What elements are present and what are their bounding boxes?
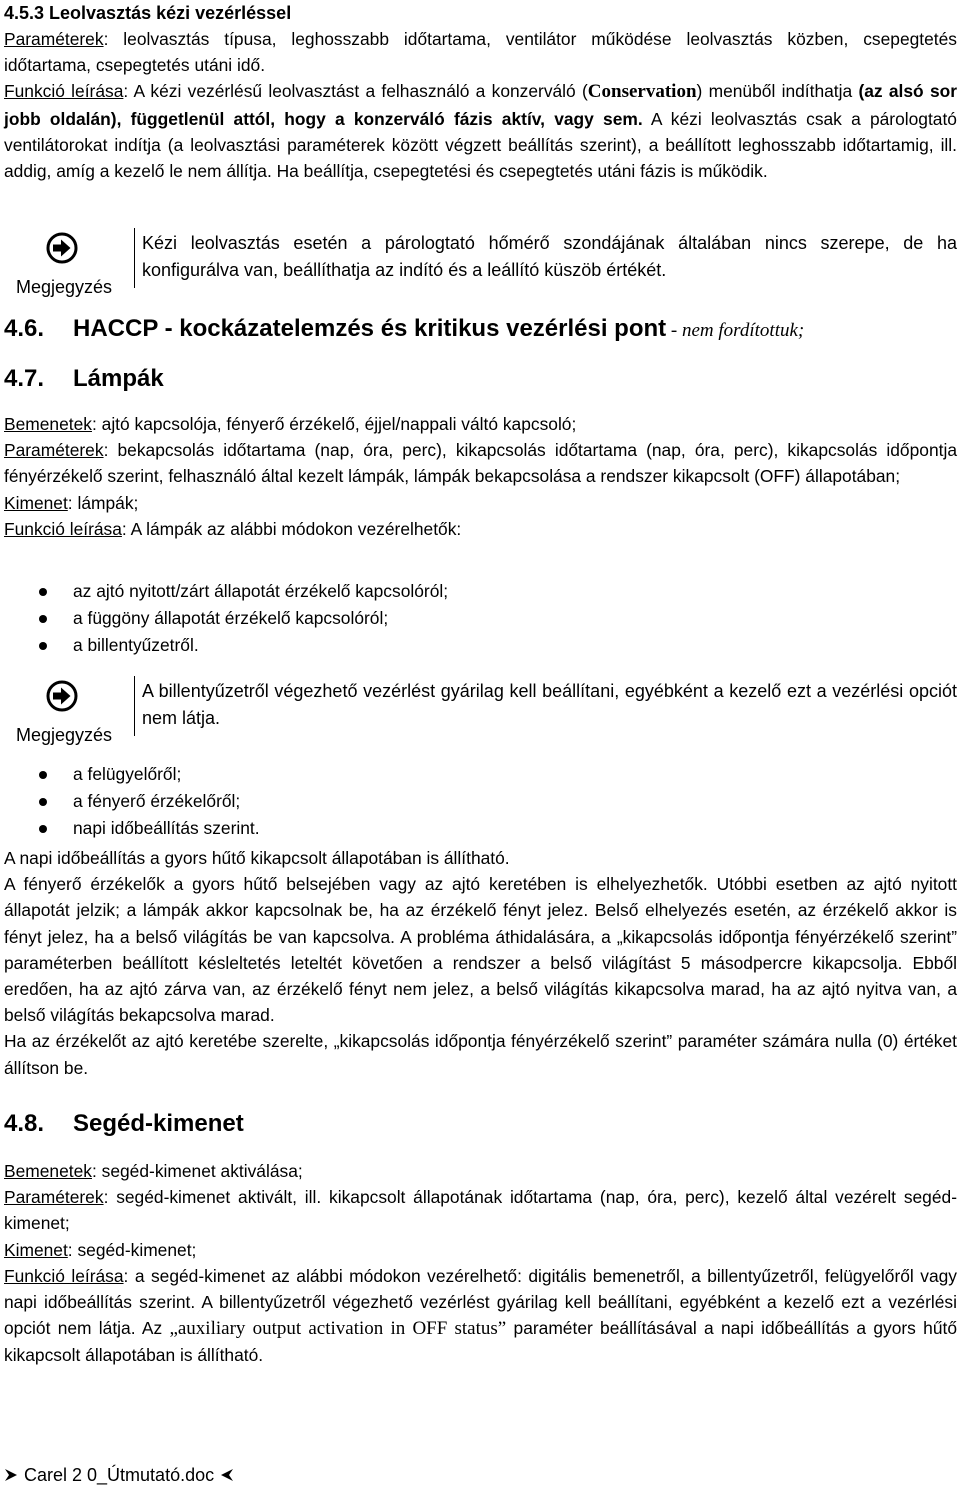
note-text: Kézi leolvasztás esetén a párologtató hőmérő szondájának általában nincs szerepe, de ha konfigurálva van, beállíthatja az indító és a leállító küszöb értékét. <box>142 233 957 280</box>
function-label: Funkció leírása <box>4 518 122 539</box>
note-text: A billentyűzetről végezhető vezérlést gyárilag kell beállítani, egyébként a kezelő ezt a vezérlési opciót nem látja. <box>142 681 957 728</box>
list-item: az ajtó nyitott/zárt állapotát érzékelő kapcsolóról; <box>4 578 904 605</box>
note-icon-column <box>4 228 124 300</box>
section-4-7-paragraphs <box>4 845 957 1081</box>
list-item: a függöny állapotát érzékelő kapcsolóról; <box>4 605 904 632</box>
params-paragraph <box>4 1184 957 1236</box>
function-serif-text: „auxiliary output activation in OFF status” <box>169 1318 507 1340</box>
section-number: 4.8. <box>4 1110 45 1137</box>
output-paragraph <box>4 1237 957 1263</box>
list-item: a fényerő érzékelőről; <box>4 788 904 815</box>
section-heading-4-7 <box>4 364 957 394</box>
section-4-8-body <box>4 1158 957 1369</box>
list-item: a felügyelőről; <box>4 761 904 788</box>
bullet-icon <box>39 771 47 779</box>
section-heading-4-6 <box>4 314 957 346</box>
bullet-icon <box>39 825 47 833</box>
paragraph: A fényerő érzékelők a gyors hűtő belsejében vagy az ajtó keretében is elhelyezhetők. Utóbbi esetben az ajtó nyitott állapotát jelzik; a lámpák akkor kapcsolnak be, ha az érzékelő fényt jelez. Belső elhelyezés esetén, az érzékelő akkor is fényt jelez, ha a belső világítás be van kapcsolva. A probléma áthidalására, a „kikapcsolás időpontja fényérzékelő szerint” paraméterben beállított késleltetés leteltét követően a rendszer a belső világítást 5 másodpercre kikapcsolja. Ebből eredően, ha az ajtó zárva van, az érzékelő fényt nem jelez, a belső világítás kikapcsolva marad, ha az ajtó nyitva van, a belső világítás bekapcsolva marad. <box>4 874 957 1026</box>
output-label: Kimenet <box>4 1239 68 1260</box>
output-text: : segéd-kimenet; <box>67 1239 197 1260</box>
section-number: 4.6. <box>4 315 45 342</box>
inputs-text: : ajtó kapcsolója, fényerő érzékelő, éjjel/nappali váltó kapcsoló; <box>91 414 577 434</box>
function-text-2: ) menüből indíthatja <box>696 81 859 102</box>
params-text: : segéd-kimenet aktivált, ill. kikapcsolt állapotának időtartama (nap, óra, perc), kezelő által vezérelt segéd-kimenet; <box>4 1187 957 1234</box>
function-paragraph <box>4 1263 957 1369</box>
page-footer <box>4 1463 234 1487</box>
params-label: Paraméterek <box>4 1187 104 1208</box>
function-text-2: paraméter beállításával a napi időbeállítás a gyors hűtő kikapcsolt állapotában is állítható. <box>4 1318 958 1366</box>
function-paragraph <box>4 78 957 184</box>
params-paragraph <box>4 437 957 489</box>
arrowhead-right-icon <box>4 1468 18 1482</box>
function-bold-text: (az alsó sor jobb oldalán), függetlenül attól, hogy a konzerváló fázis aktív, vagy sem. <box>4 81 958 129</box>
params-label: Paraméterek <box>4 29 104 49</box>
note-icon-column <box>4 676 124 748</box>
inputs-label: Bemenetek <box>4 414 92 434</box>
paragraph: Ha az érzékelőt az ajtó keretébe szerelte, „kikapcsolás időpontja fényérzékelő szerint” paraméter számára nulla (0) értéket állítson be. <box>4 1031 957 1078</box>
inputs-paragraph <box>4 411 957 437</box>
function-text: : A lámpák az alábbi módokon vezérelhetők: <box>121 518 462 539</box>
arrow-right-icon <box>46 232 78 264</box>
inputs-text: : segéd-kimenet aktiválása; <box>91 1161 303 1181</box>
function-text-1: : A kézi vezérlésű leolvasztást a felhasználó a konzerváló ( <box>123 81 588 102</box>
bullet-list-1 <box>4 578 904 659</box>
inputs-paragraph <box>4 1158 957 1184</box>
note-box-1 <box>4 228 957 300</box>
params-paragraph <box>4 26 957 78</box>
section-title: Lámpák <box>73 365 164 392</box>
output-paragraph <box>4 490 957 516</box>
bullet-icon <box>39 798 47 806</box>
section-heading-4-8 <box>4 1109 957 1139</box>
bullet-icon <box>39 642 47 650</box>
note-divider <box>134 676 135 736</box>
arrow-right-icon <box>46 680 78 712</box>
section-suffix: - nem fordítottuk; <box>666 320 805 341</box>
bullet-icon <box>39 588 47 596</box>
output-label: Kimenet <box>4 492 68 513</box>
bullet-list-2 <box>4 761 904 842</box>
section-title: HACCP - kockázatelemzés és kritikus vezérlési pont <box>73 315 667 342</box>
note-label: Megjegyzés <box>15 724 113 745</box>
function-label: Funkció leírása <box>4 1265 124 1286</box>
inputs-label: Bemenetek <box>4 1161 92 1181</box>
section-4-7-body <box>4 411 957 542</box>
list-item: a billentyűzetről. <box>4 632 904 659</box>
bullet-icon <box>39 615 47 623</box>
note-box-2 <box>4 676 957 748</box>
section-4-5-3-body <box>4 26 957 184</box>
function-label: Funkció leírása <box>4 81 124 102</box>
list-item: napi időbeállítás szerint. <box>4 815 904 842</box>
arrowhead-left-icon <box>220 1468 234 1482</box>
function-text-1: : a segéd-kimenet az alábbi módokon vezérelhető: digitális bemenetről, a billentyűzetről, felügyelőről vagy napi időbeállítás szerint. A billentyűzetről végezhető vezérlést gyárilag kell beállítani, egyébként a kezelő ezt a vezérlési opciót nem látja. Az <box>4 1265 957 1339</box>
output-text: : lámpák; <box>67 492 139 513</box>
note-divider <box>134 228 135 288</box>
section-heading-4-5-3: 4.5.3 Leolvasztás kézi vezérléssel <box>4 3 292 23</box>
note-label: Megjegyzés <box>15 276 113 297</box>
conservation-term: Conservation <box>587 81 697 103</box>
params-label: Paraméterek <box>4 440 104 461</box>
footer-filename: Carel 2 0_Útmutató.doc <box>24 1465 215 1485</box>
section-number: 4.7. <box>4 365 45 392</box>
paragraph: A napi időbeállítás a gyors hűtő kikapcsolt állapotában is állítható. <box>4 848 510 868</box>
function-text-3: A kézi leolvasztás csak a párologtató ventilátorokat indítja (a leolvasztási paraméterek között végzett beállítás szerint), a beállított leghosszabb időtartamig, ill. addig, amíg a kezelő le nem állítja. Ha beállítja, csepegtetési és csepegtetés utáni fázis is működik. <box>4 108 957 182</box>
section-title: Segéd-kimenet <box>73 1110 244 1137</box>
params-text: : bekapcsolás időtartama (nap, óra, perc), kikapcsolás időtartama (nap, óra, perc), kikapcsolás időpontja fényérzékelő szerint, felhasználó által kezelt lámpák, lámpák bekapcsolása a rendszer kikapcsolt (OFF) állapotában; <box>4 440 957 487</box>
params-text: : leolvasztás típusa, leghosszabb időtartama, ventilátor működése leolvasztás közben, csepegtetés időtartama, csepegtetés utáni idő. <box>4 29 957 76</box>
function-paragraph <box>4 516 957 542</box>
